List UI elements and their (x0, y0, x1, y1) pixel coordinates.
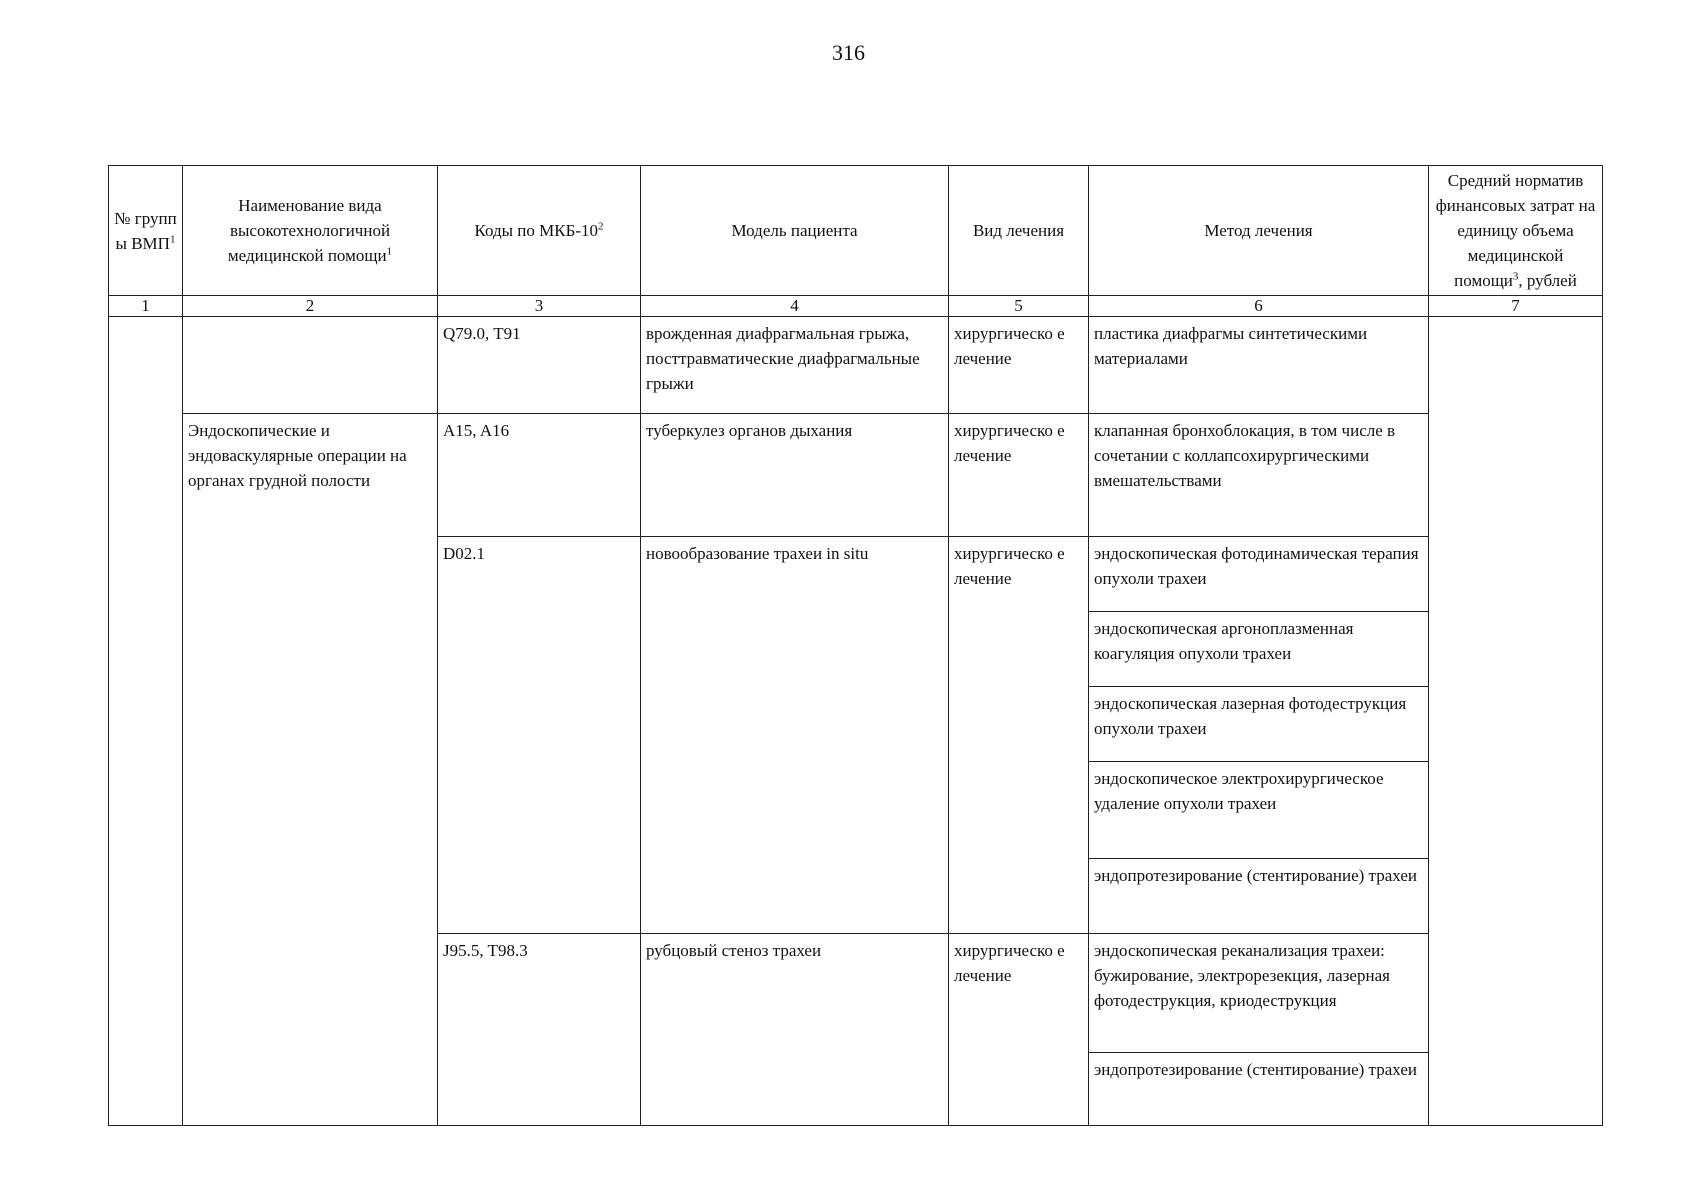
header-icd-codes: Коды по МКБ-$10^2$ (438, 166, 641, 296)
table-row (109, 414, 1603, 537)
group-number-cell (109, 317, 183, 1126)
icd-codes-cell: J95.5, T98.3 (438, 934, 641, 1126)
column-number: 7 (1429, 296, 1603, 317)
treatment-method-cell: пластика диафрагмы синтетическими материалами (1089, 317, 1429, 414)
cost-standard-cell (1429, 317, 1603, 1126)
header-group-number: № групп ы ВМП$^1$ (109, 166, 183, 296)
header-care-type-name: Наименование вида высокотехнологичной медицинской помощи$^1$ (183, 166, 438, 296)
header-row (109, 166, 1603, 296)
medical-care-table (108, 165, 1603, 1126)
treatment-type-cell: хирургическо е лечение (949, 934, 1089, 1126)
patient-model-cell: новообразование трахеи in situ (641, 537, 949, 934)
page-number: 316 (832, 40, 865, 65)
treatment-method-cell: эндопротезирование (стентирование) трахеи (1089, 1053, 1429, 1126)
patient-model-cell: рубцовый стеноз трахеи (641, 934, 949, 1126)
header-treatment-type: Вид лечения (949, 166, 1089, 296)
treatment-method-cell: клапанная бронхоблокация, в том числе в сочетании с коллапсохирургическими вмешательствами (1089, 414, 1429, 537)
header-patient-model: Модель пациента (641, 166, 949, 296)
header-treatment-method: Метод лечения (1089, 166, 1429, 296)
patient-model-cell: врожденная диафрагмальная грыжа, посттравматические диафрагмальные грыжи (641, 317, 949, 414)
column-number: 3 (438, 296, 641, 317)
treatment-type-cell: хирургическо е лечение (949, 317, 1089, 414)
column-number-row (109, 296, 1603, 317)
header-cost-standard: Средний норматив финансовых затрат на единицу объема медицинской помощи$^3$, рублей (1429, 166, 1603, 296)
treatment-method-cell: эндоскопическая лазерная фотодеструкция опухоли трахеи (1089, 687, 1429, 762)
care-type-name-cell (183, 317, 438, 414)
care-type-name-cell: Эндоскопические и эндоваскулярные операции на органах грудной полости (183, 414, 438, 1126)
icd-codes-cell: Q79.0, T91 (438, 317, 641, 414)
patient-model-cell: туберкулез органов дыхания (641, 414, 949, 537)
icd-codes-cell: A15, A16 (438, 414, 641, 537)
column-number: 2 (183, 296, 438, 317)
icd-codes-cell: D02.1 (438, 537, 641, 934)
treatment-method-cell: эндоскопическое электрохирургическое удаление опухоли трахеи (1089, 762, 1429, 859)
treatment-method-cell: эндоскопическая реканализация трахеи: бужирование, электрорезекция, лазерная фотодеструкция, криодеструкция (1089, 934, 1429, 1053)
table-row (109, 317, 1603, 414)
column-number: 5 (949, 296, 1089, 317)
treatment-method-cell: эндоскопическая аргоноплазменная коагуляция опухоли трахеи (1089, 612, 1429, 687)
column-number: 4 (641, 296, 949, 317)
treatment-method-cell: эндоскопическая фотодинамическая терапия опухоли трахеи (1089, 537, 1429, 612)
column-number: 6 (1089, 296, 1429, 317)
treatment-type-cell: хирургическо е лечение (949, 537, 1089, 934)
column-number: 1 (109, 296, 183, 317)
treatment-type-cell: хирургическо е лечение (949, 414, 1089, 537)
treatment-method-cell: эндопротезирование (стентирование) трахеи (1089, 859, 1429, 934)
